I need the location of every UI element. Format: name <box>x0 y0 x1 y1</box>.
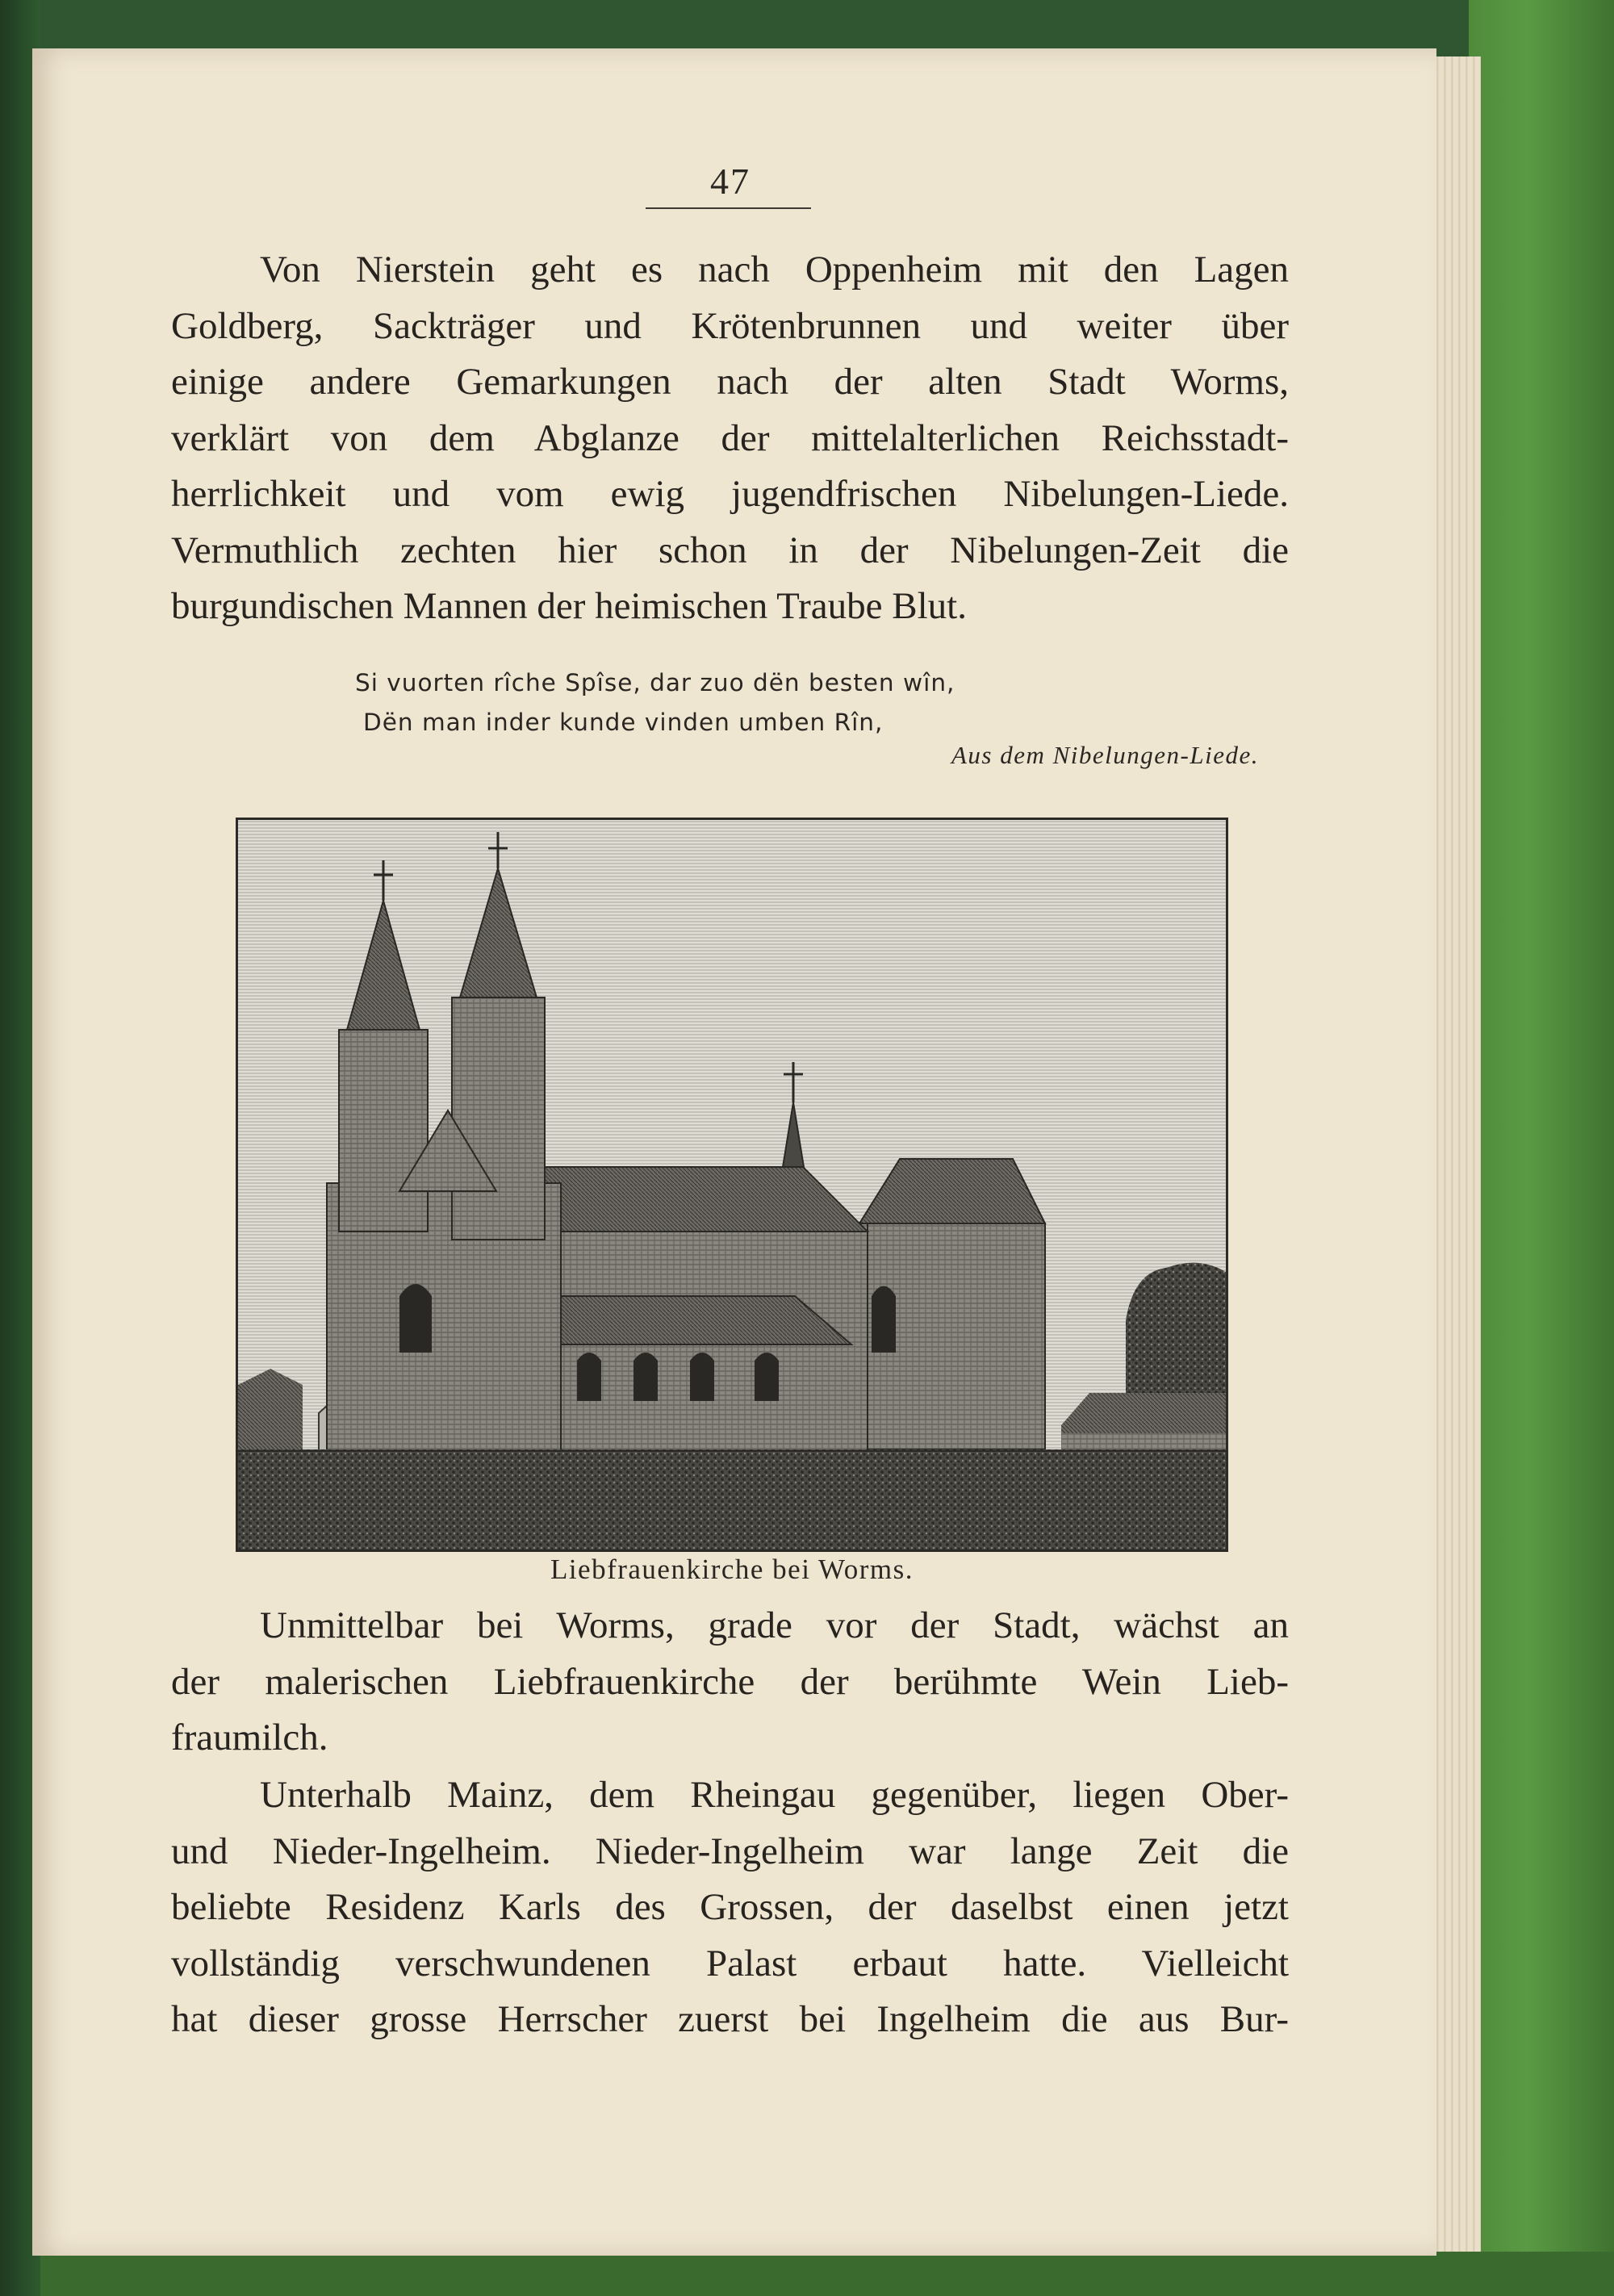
page-number: 47 <box>710 161 751 202</box>
text-line: verklärt von dem Abglanze der mittelalterlichen Reichsstadt- <box>171 416 1289 459</box>
text-line: Vermuthlich zechten hier schon in der Nibelungen-Zeit die <box>171 529 1289 571</box>
verse-quote <box>355 663 1162 742</box>
text-line: beliebte Residenz Karls des Grossen, der daselbst einen jetzt <box>171 1886 1289 1928</box>
figure-caption: Liebfrauenkirche bei Worms. <box>550 1554 914 1585</box>
paragraph-2 <box>171 1598 1289 1767</box>
verse-line: Dën man inder kunde vinden umben Rîn, <box>363 709 884 736</box>
text-line: hat dieser grosse Herrscher zuerst bei Ingelheim die aus Bur- <box>171 1998 1289 2040</box>
text-line: der malerischen Liebfrauenkirche der berühmte Wein Lieb- <box>171 1660 1289 1703</box>
text-line: und Nieder-Ingelheim. Nieder-Ingelheim war lange Zeit die <box>171 1830 1289 1872</box>
church-engraving <box>238 820 1226 1549</box>
verse-line: Si vuorten rîche Spîse, dar zuo dën besten wîn, <box>355 669 955 696</box>
text-line: fraumilch. <box>171 1717 328 1759</box>
paragraph-1 <box>171 242 1289 635</box>
verse-source: Aus dem Nibelungen-Liede. <box>951 741 1259 769</box>
text-line: einige andere Gemarkungen nach der alten Stadt Worms, <box>171 361 1289 403</box>
text-line: herrlichkeit und vom ewig jugendfrischen Nibelungen-Liede. <box>171 473 1289 515</box>
text-line: burgundischen Mannen der heimischen Traube Blut. <box>171 585 967 627</box>
book-cover-right <box>1469 0 1614 2296</box>
text-line: Unterhalb Mainz, dem Rheingau gegenüber, liegen Ober- <box>260 1774 1289 1816</box>
page-number-rule <box>646 207 811 209</box>
text-line: vollständig verschwundenen Palast erbaut hatte. Vielleicht <box>171 1942 1289 1984</box>
book-cover-bottom <box>0 2252 1614 2296</box>
church-illustration <box>236 818 1228 1552</box>
paragraph-3 <box>171 1767 1289 2048</box>
text-line: Unmittelbar bei Worms, grade vor der Stadt, wächst an <box>260 1604 1289 1646</box>
text-line: Goldberg, Sackträger und Krötenbrunnen und weiter über <box>171 304 1289 347</box>
text-line: Von Nierstein geht es nach Oppenheim mit den Lagen <box>260 249 1289 291</box>
